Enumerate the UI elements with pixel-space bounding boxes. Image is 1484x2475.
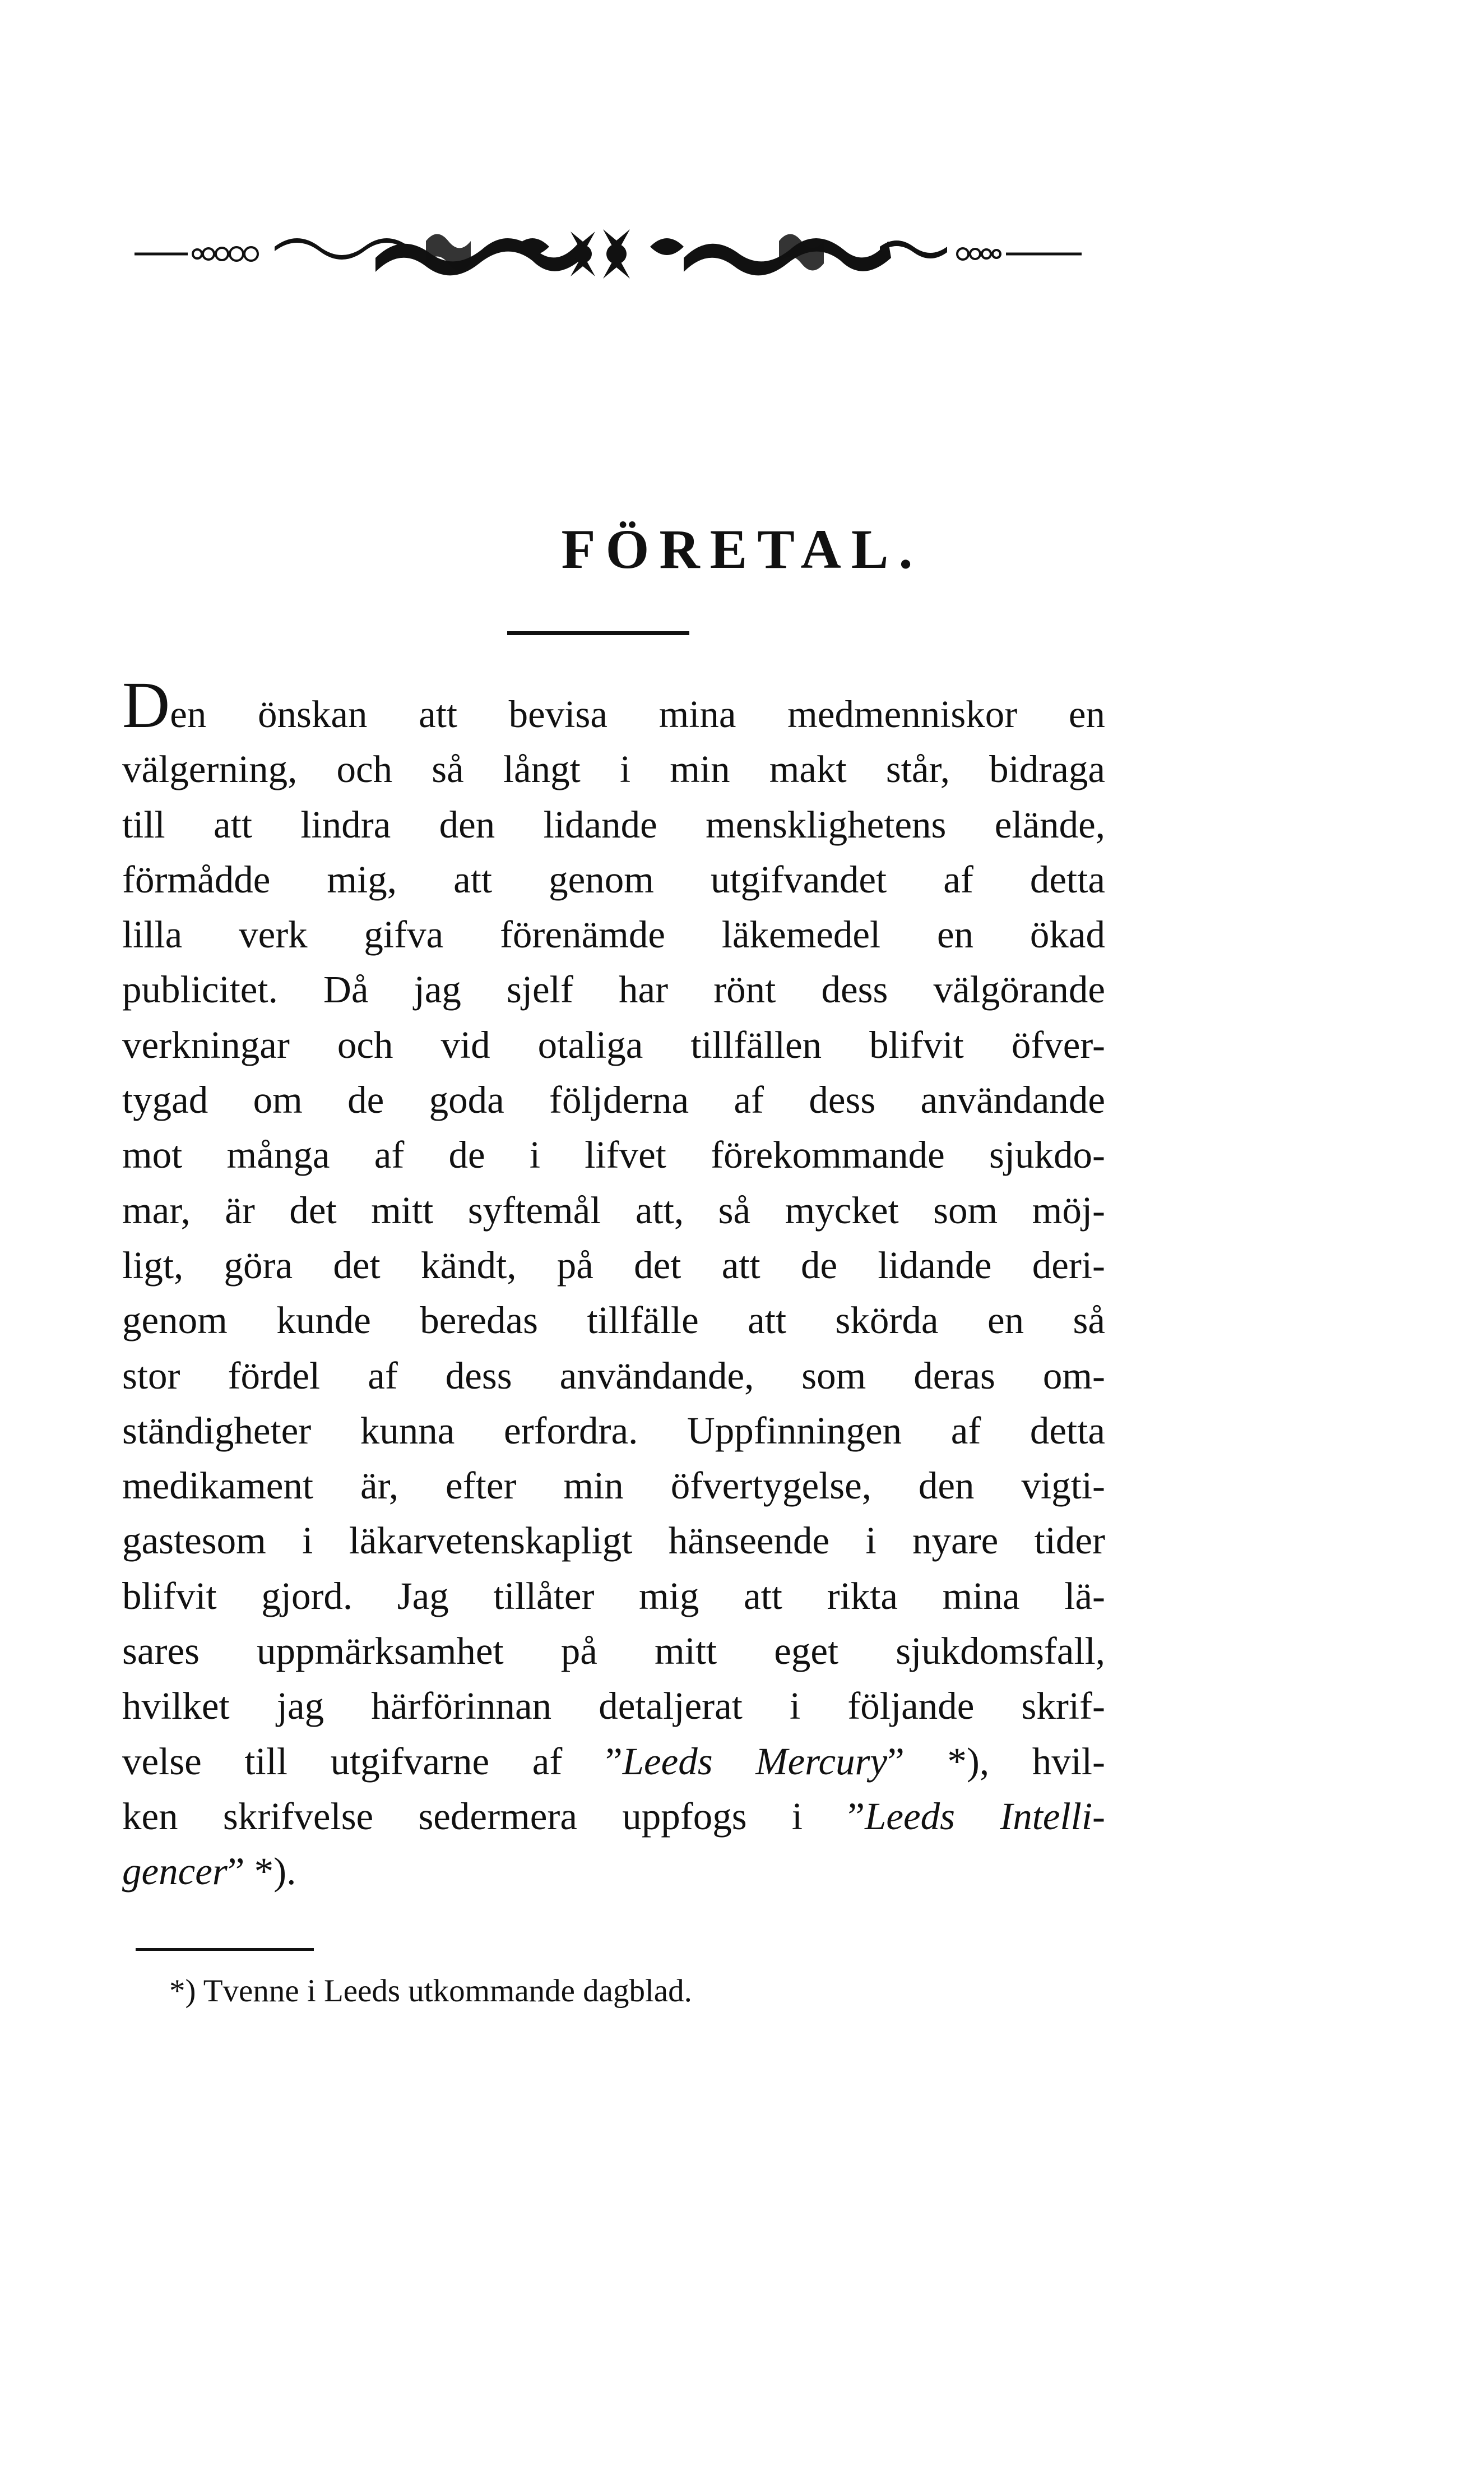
close-quote: ” <box>887 1740 905 1783</box>
citation-leeds-mercury <box>605 1740 905 1783</box>
line-text: velse till utgifvarne af <box>122 1740 563 1783</box>
body-paragraph <box>122 668 1106 1899</box>
text-line: förmådde mig, att genom utgifvandet af detta <box>122 858 1105 901</box>
open-quote: ” <box>847 1794 865 1838</box>
citation-title: Leeds Intelli- <box>864 1794 1106 1838</box>
heading-rule <box>507 631 689 635</box>
footnote: *) Tvenne i Leeds utkommande dagblad. <box>169 1973 692 2009</box>
text-line: genom kunde beredas tillfälle att skörda en så <box>122 1299 1105 1342</box>
footnote-rule <box>136 1948 314 1951</box>
text-line: hvilket jag härförinnan detaljerat i följande skrif- <box>122 1685 1105 1728</box>
footnote-mark: *), hvil- <box>904 1740 1106 1783</box>
text-line: tygad om de goda följderna af dess användande <box>122 1079 1105 1122</box>
text-line: verkningar och vid otaliga tillfällen blifvit öfver- <box>122 1023 1105 1066</box>
ornament-scroll-right <box>684 234 947 276</box>
text-line: lilla verk gifva förenämde läkemedel en ökad <box>122 913 1105 956</box>
close-quote: ” <box>227 1850 245 1893</box>
ornament-left-beads <box>193 247 258 261</box>
text-line: mar, är det mitt syftemål att, så mycket som möj- <box>122 1188 1105 1232</box>
text-line <box>122 668 1105 742</box>
line-text: önskan att bevisa mina medmenniskor en <box>257 693 1105 735</box>
drop-cap: D <box>122 668 170 742</box>
line-text: ken skrifvelse sedermera uppfogs i <box>122 1794 848 1838</box>
citation-title: Leeds Mercury <box>622 1740 888 1783</box>
first-word-rest: en <box>170 693 207 735</box>
citation-title-end: gencer <box>122 1850 228 1893</box>
text-line: till att lindra den lidande mensklighetens elände, <box>122 803 1105 846</box>
text-line <box>122 1734 1105 1789</box>
ornament-right-beads <box>957 248 1000 260</box>
text-line: ständigheter kunna erfordra. Uppfinningen af detta <box>122 1409 1105 1452</box>
text-line <box>122 1789 1105 1844</box>
text-line: gastesom i läkarvetenskapligt hänseende i nyare tider <box>122 1519 1105 1562</box>
text-line: sares uppmärksamhet på mitt eget sjukdomsfall, <box>122 1630 1105 1673</box>
text-line: medikament är, efter min öfvertygelse, den vigti- <box>122 1464 1105 1507</box>
text-line: stor fördel af dess användande, som deras om- <box>122 1354 1105 1397</box>
text-line: publicitet. Då jag sjelf har rönt dess välgörande <box>122 968 1105 1011</box>
page-heading: FÖRETAL. <box>561 518 923 580</box>
text-line: välgerning, och så långt i min makt står, bidraga <box>122 748 1105 791</box>
footnote-mark: *). <box>244 1850 296 1893</box>
text-line: ligt, göra det kändt, på det att de lidande deri- <box>122 1243 1105 1287</box>
decorative-ornament-band <box>135 219 1082 292</box>
text-line <box>122 1844 1105 1899</box>
open-quote: ” <box>605 1740 623 1783</box>
text-line: mot många af de i lifvet förekommande sjukdo- <box>122 1134 1105 1177</box>
text-line: blifvit gjord. Jag tillåter mig att rikta mina lä- <box>122 1574 1105 1617</box>
citation-leeds-intelligencer <box>847 1795 1105 1838</box>
